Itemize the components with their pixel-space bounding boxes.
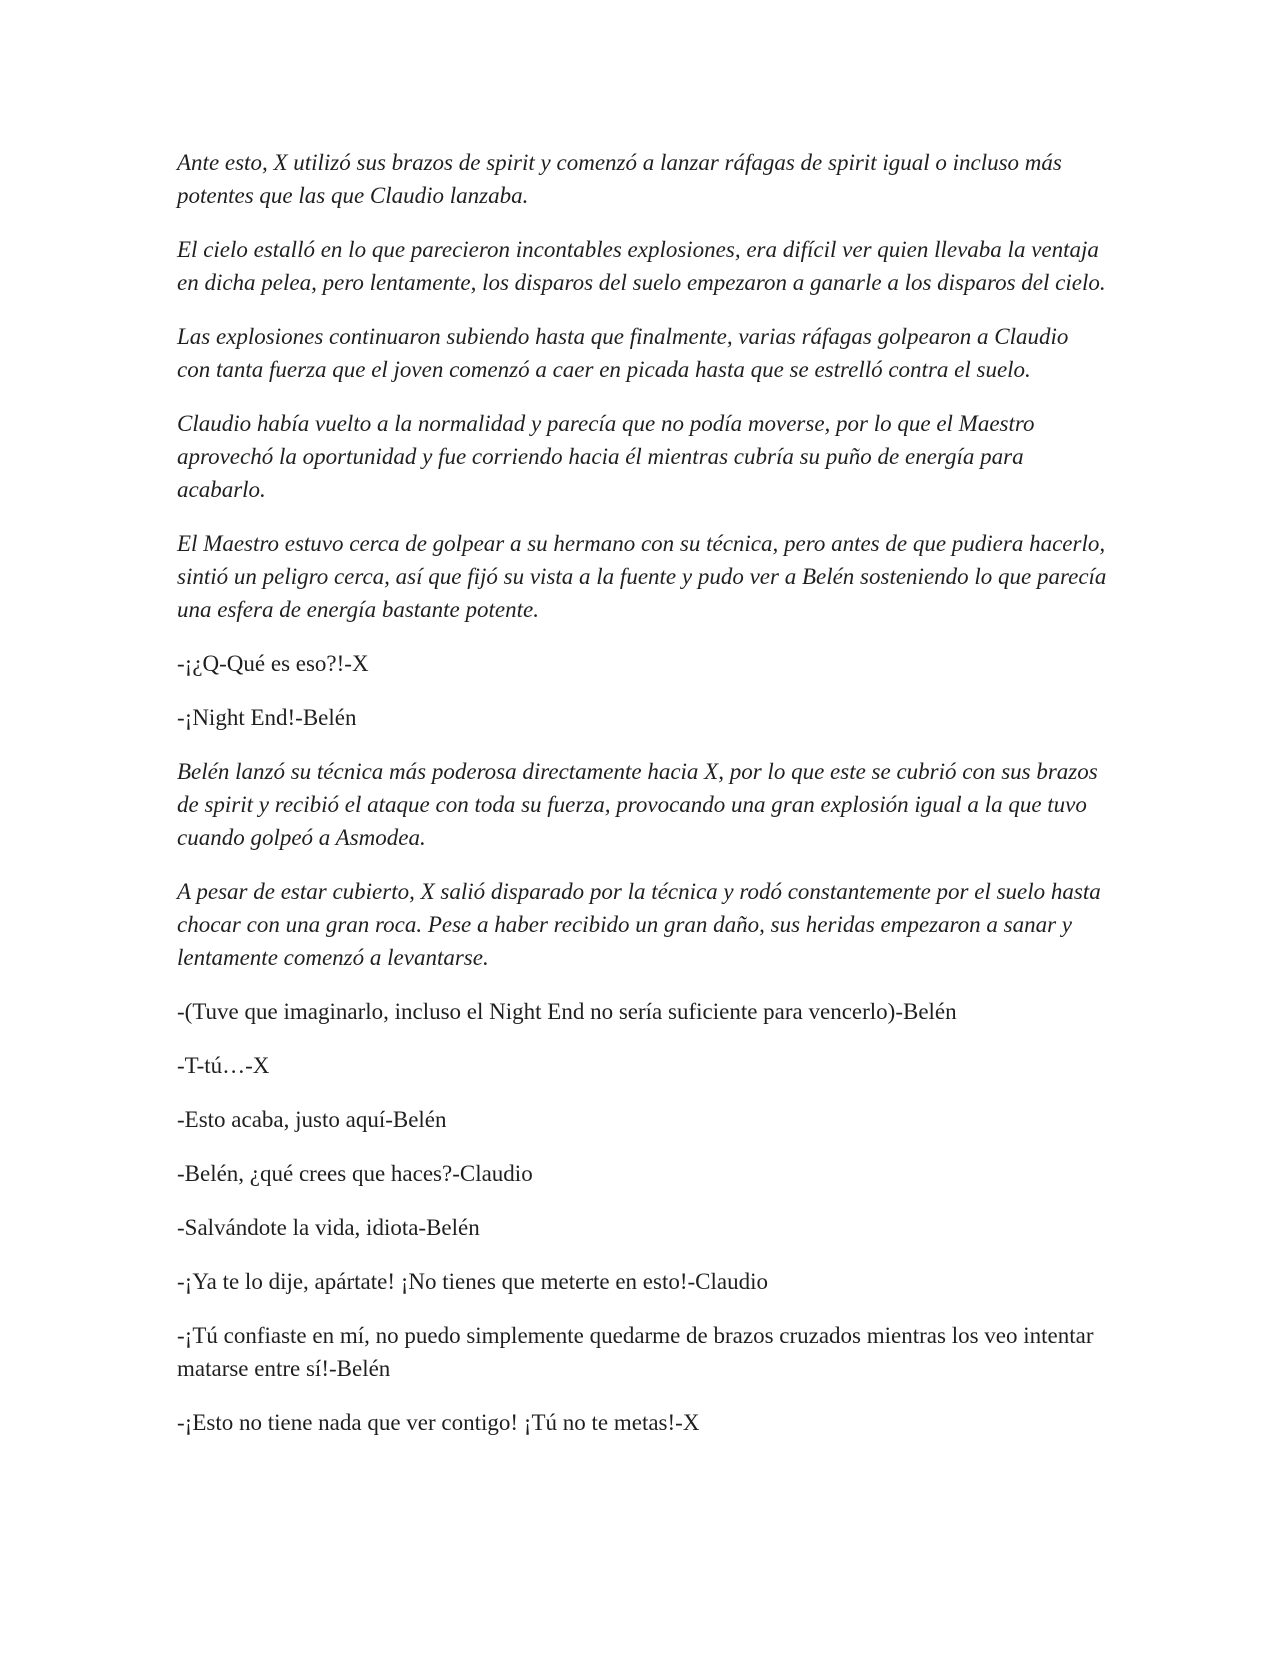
narration-paragraph: Belén lanzó su técnica más poderosa directamente hacia X, por lo que este se cubrió con sus brazos de spirit y recibió el ataque con toda su fuerza, provocando una gran explosión igual a la que tuvo cuando golpeó a Asmodea. [177,759,1098,850]
dialogue-line: -¡¿Q-Qué es eso?!-X [177,651,369,676]
dialogue-line: -¡Ya te lo dije, apártate! ¡No tienes que meterte en esto!-Claudio [177,1269,768,1294]
narration-paragraph: Ante esto, X utilizó sus brazos de spirit y comenzó a lanzar ráfagas de spirit igual o incluso más potentes que las que Claudio lanzaba. [177,150,1062,208]
narration-paragraph: El Maestro estuvo cerca de golpear a su hermano con su técnica, pero antes de que pudiera hacerlo, sintió un peligro cerca, así que fijó su vista a la fuente y pudo ver a Belén sosteniendo lo que parecía una esfera de energía bastante potente. [177,531,1107,622]
narration-paragraph: A pesar de estar cubierto, X salió disparado por la técnica y rodó constantemente por el suelo hasta chocar con una gran roca. Pese a haber recibido un gran daño, sus heridas empezaron a sanar y lentamente comenzó a levantarse. [177,879,1101,970]
dialogue-line: -Esto acaba, justo aquí-Belén [177,1107,447,1132]
dialogue-line: -Belén, ¿qué crees que haces?-Claudio [177,1161,533,1186]
dialogue-line: -T-tú…-X [177,1053,270,1078]
dialogue-line: -¡Tú confiaste en mí, no puedo simplemente quedarme de brazos cruzados mientras los veo intentar matarse entre sí!-Belén [177,1323,1094,1381]
dialogue-line: -(Tuve que imaginarlo, incluso el Night End no sería suficiente para vencerlo)-Belén [177,999,957,1024]
dialogue-line: -¡Night End!-Belén [177,705,357,730]
document-page [177,146,1107,1460]
narration-paragraph: Las explosiones continuaron subiendo hasta que finalmente, varias ráfagas golpearon a Claudio con tanta fuerza que el joven comenzó a caer en picada hasta que se estrelló contra el suelo. [177,324,1069,382]
narration-paragraph: El cielo estalló en lo que parecieron incontables explosiones, era difícil ver quien llevaba la ventaja en dicha pelea, pero lentamente, los disparos del suelo empezaron a ganarle a los disparos del cielo. [177,237,1106,295]
dialogue-line: -¡Esto no tiene nada que ver contigo! ¡Tú no te metas!-X [177,1410,700,1435]
dialogue-line: -Salvándote la vida, idiota-Belén [177,1215,480,1240]
narration-paragraph: Claudio había vuelto a la normalidad y parecía que no podía moverse, por lo que el Maestro aprovechó la oportunidad y fue corriendo hacia él mientras cubría su puño de energía para acabarlo. [177,411,1035,502]
